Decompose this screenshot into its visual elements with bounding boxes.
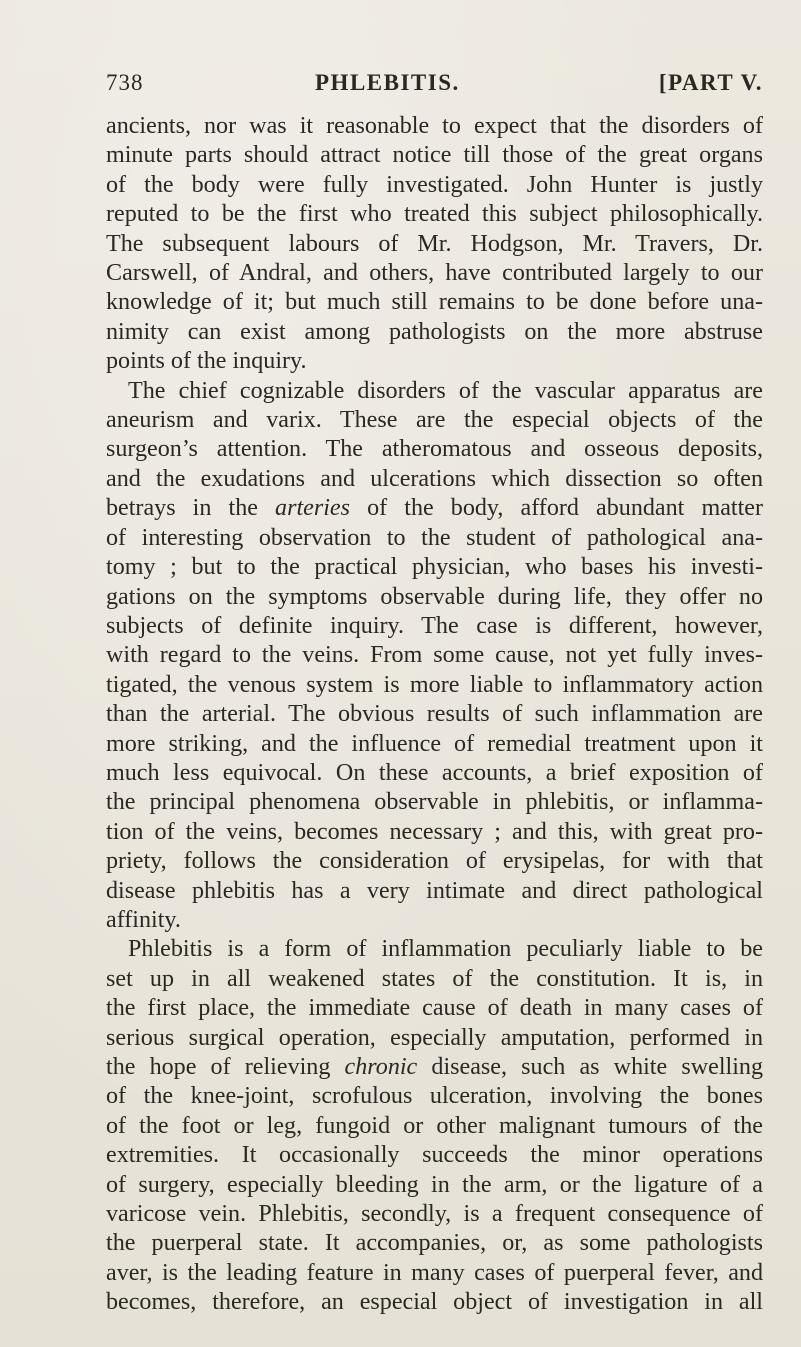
running-title: PHLEBITIS. bbox=[315, 70, 460, 95]
text-line: affinity. bbox=[106, 906, 181, 933]
text-line: tion of the veins, becomes necessary ; and this, with great pro- bbox=[106, 818, 763, 845]
text-line: aver, is the leading feature in many cases of puerperal fever, and bbox=[106, 1259, 763, 1286]
text-line: aneurism and varix. These are the especial objects of the bbox=[106, 407, 763, 434]
text-line: serious surgical operation, especially amputation, performed in bbox=[106, 1024, 763, 1051]
text-line: gations on the symptoms observable during life, they offer no bbox=[106, 583, 763, 610]
text-line: extremities. It occasionally succeeds the minor operations bbox=[106, 1142, 763, 1169]
text-line: betrays in the arteries of the body, afford abundant matter bbox=[106, 495, 763, 522]
italic-word: arteries bbox=[275, 495, 350, 522]
text-line: ancients, nor was it reasonable to expect that the disorders of bbox=[106, 113, 763, 139]
page-number: 738 bbox=[106, 70, 144, 95]
text-line: minute parts should attract notice till those of the great organs bbox=[106, 142, 763, 169]
text-line: the hope of relieving chronic disease, such as white swelling bbox=[106, 1054, 763, 1080]
text-line: surgeon’s attention. The atheromatous and osseous deposits, bbox=[106, 436, 763, 463]
text-line: the first place, the immediate cause of death in many cases of bbox=[106, 995, 763, 1022]
text-line: Phlebitis is a form of inflammation peculiarly liable to be bbox=[128, 936, 763, 963]
text-line: of interesting observation to the student of pathological ana- bbox=[106, 524, 763, 551]
body-text bbox=[106, 112, 763, 1318]
text-line: disease phlebitis has a very intimate and direct pathological bbox=[106, 877, 763, 904]
running-head bbox=[106, 70, 763, 110]
text-line: of the foot or leg, fungoid or other malignant tumours of the bbox=[106, 1112, 763, 1139]
text-line: the principal phenomena observable in phlebitis, or inflamma- bbox=[106, 789, 763, 816]
text-line: and the exudations and ulcerations which dissection so often bbox=[106, 465, 763, 492]
text-line: of the knee-joint, scrofulous ulceration, involving the bones bbox=[106, 1083, 763, 1110]
text-line: of the body were fully investigated. John Hunter is justly bbox=[106, 171, 763, 198]
text-line: reputed to be the first who treated this subject philosophically. bbox=[106, 201, 763, 228]
text-line: The subsequent labours of Mr. Hodgson, Mr. Travers, Dr. bbox=[106, 230, 763, 257]
text-line: of surgery, especially bleeding in the arm, or the ligature of a bbox=[106, 1171, 763, 1198]
text-line: more striking, and the influence of remedial treatment upon it bbox=[106, 730, 763, 757]
text-line: than the arterial. The obvious results of such inflammation are bbox=[106, 701, 763, 728]
text-line: set up in all weakened states of the constitution. It is, in bbox=[106, 965, 763, 992]
italic-word: chronic bbox=[344, 1054, 418, 1080]
text-line: tigated, the venous system is more liable to inflammatory action bbox=[106, 671, 763, 698]
text-line: tomy ; but to the practical physician, who bases his investi- bbox=[106, 554, 763, 581]
text-line: priety, follows the consideration of erysipelas, for with that bbox=[106, 848, 763, 875]
part-label: [PART V. bbox=[658, 70, 763, 95]
text-line: points of the inquiry. bbox=[106, 348, 307, 375]
text-line: the puerperal state. It accompanies, or, as some pathologists bbox=[106, 1230, 763, 1257]
text-line: varicose vein. Phlebitis, secondly, is a frequent consequence of bbox=[106, 1201, 763, 1228]
text-line: much less equivocal. On these accounts, a brief exposition of bbox=[106, 759, 763, 786]
text-line: Carswell, of Andral, and others, have contributed largely to our bbox=[106, 260, 763, 287]
text-line: nimity can exist among pathologists on the more abstruse bbox=[106, 318, 763, 345]
text-line: subjects of definite inquiry. The case is different, however, bbox=[106, 612, 763, 639]
text-line: knowledge of it; but much still remains to be done before una- bbox=[106, 289, 763, 316]
text-line: with regard to the veins. From some cause, not yet fully inves- bbox=[106, 642, 763, 669]
text-line: The chief cognizable disorders of the vascular apparatus are bbox=[128, 377, 763, 404]
text-line: becomes, therefore, an especial object of investigation in all bbox=[106, 1289, 763, 1316]
